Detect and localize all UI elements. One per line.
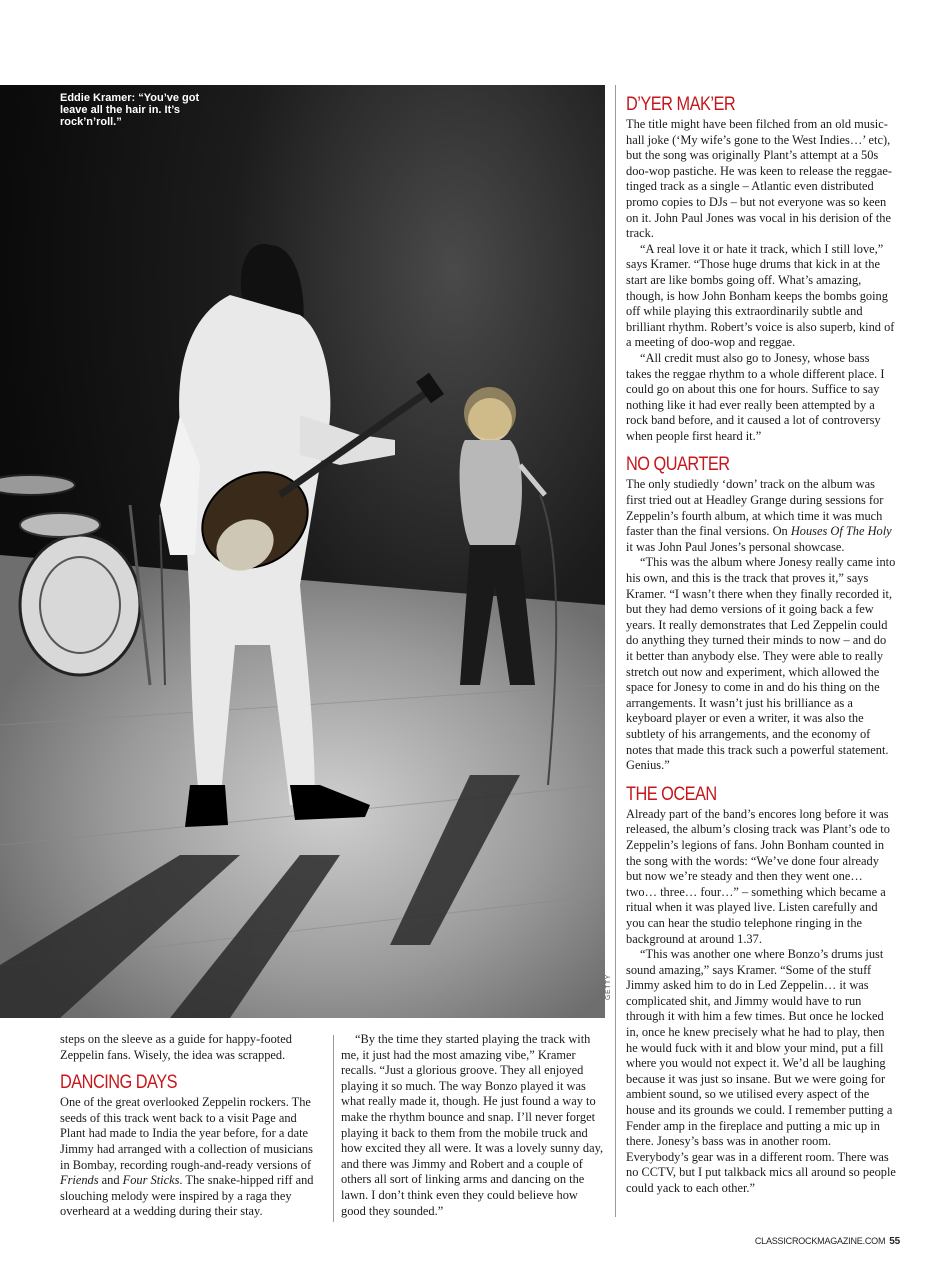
bottom-middle-column [341, 1032, 605, 1219]
page-number: 55 [889, 1236, 900, 1247]
the-ocean-paragraph-2: “This was another one where Bonzo’s drums just sound amazing,” says Kramer. “Some of the stuff Jimmy asked him to do in Led Zeppelin… it was complicated shit, and Jimmy would have to run through it with him a few times. But once he locked in, once he knew precisely what he had to play, then he would fuck with it and blow your mind, put a fill where you would not expect it. We’d all be laughing because it was just so insane. But we were going for ambient sound, so we utilised every aspect of the house and its grounds we could. I remember putting a Fender amp in the fireplace and putting a mic up in there. Jonesy’s bass was in another room. Everybody’s gear was in a different room. There was no CCTV, but I put talkback mics all around so people could yack to each other.” [626, 947, 896, 1195]
dyer-maker-paragraph-2: “A real love it or hate it track, which I still love,” says Kramer. “Those huge drums that kick in at the start are like bombs going off. What’s amazing, though, is how John Bonham keeps the bombs going off while playing this extraordinarily subtle and brilliant rhythm. Robert’s voice is also superb, kind of a meeting of doo-wop and reggae. [626, 241, 895, 350]
dancing-days-paragraph-1: One of the great overlooked Zeppelin rockers. The seeds of this track went back to a visit Page and Plant had made to India the year before, for a date Jimmy had arranged with a collection of musicians in Bombay, recording rough-and-ready versions of Friends and Four Sticks. The snake-hipped riff and slouching melody were inspired by a raga they overheard at a wedding during their stay. [60, 1095, 314, 1219]
page-footer [755, 1236, 900, 1247]
the-ocean-paragraph-1: Already part of the band’s encores long before it was released, the album’s closing track was Plant’s ode to Zeppelin’s legions of fans. John Bonham counted in the song with the words: “We’ve done four already but now we’re steady and then they went one… two… three… four…” – something which became a ritual when it was played live. Listen carefully and you can hear the studio telephone ringing in the background at around 1.37. [626, 806, 890, 946]
heading-no-quarter: NO QUARTER [626, 454, 730, 476]
footer-site: CLASSICROCKMAGAZINE.COM [754, 1236, 886, 1246]
right-column [626, 90, 896, 1197]
dyer-maker-paragraph-1: The title might have been filched from an old music-hall joke (‘My wife’s gone to the West Indies…’ etc), but the song was originally Plant’s attempt at a 50s doo-wop pastiche. He was keen to release the reggae-tinged track as a single – Atlantic even distributed promo copies to DJs – but not everyone was so keen on it. John Paul Jones was vocal in his derision of the track. [626, 117, 892, 241]
no-quarter-paragraph-2: “This was the album where Jonesy really came into his own, and this is the track that proves it,” says Kramer. “I wasn’t there when they finally recorded it, but they had demo versions of it going back a few years. It really demonstrates that Led Zeppelin could do anything they turned their minds to now – and do it better than anybody else. They were able to really stretch out now and experiment, which allowed the space for Jonesy to come in and do his thing on the arrangements. It wasn’t just his brilliance as a keyboard player or even a writer, it was also the subtlety of his arrangements, and the economy of notes that made this track such a powerful statement. Genius.” [626, 555, 896, 773]
song-title-four-sticks: Four Sticks [122, 1173, 180, 1188]
no-quarter-paragraph-1: The only studiedly ‘down’ track on the album was first tried out at Headley Grange during sessions for Zeppelin’s fourth album, at which time it was much faster than the final versions. On Houses Of The Holy it was John Paul Jones’s personal showcase. [626, 477, 892, 554]
concert-photo-illustration [0, 85, 605, 1018]
heading-dancing-days: DANCING DAYS [60, 1072, 177, 1094]
heading-dyer-maker: D’YER MAK’ER [626, 94, 736, 115]
heading-the-ocean: THE OCEAN [626, 783, 717, 805]
song-title-friends: Friends [60, 1173, 99, 1188]
photo-credit: GETTY [605, 974, 612, 1000]
photo-caption: Eddie Kramer: “You’ve got leave all the hair in. It’s rock’n’roll.” [60, 92, 200, 128]
column-divider-right [615, 85, 616, 1217]
dancing-days-paragraph-2: “By the time they started playing the track with me, it just had the most amazing vibe,” Kramer recalls. “Just a glorious groove. They all enjoyed playing it so much. The way Bonzo played it was what really made it, though. He just found a way to make the rhythm bounce and snap. I’ll never forget playing it back to them from the mobile truck and how excited they all were. It was a lovely sunny day, and there was Jimmy and Robert and a couple of others all sort of linking arms and dancing on the lawn. I don’t think even they could believe how good they sounded.” [341, 1032, 604, 1218]
concert-photo [0, 85, 605, 1018]
intro-paragraph: steps on the sleeve as a guide for happy-footed Zeppelin fans. Wisely, the idea was scrapped. [60, 1032, 292, 1062]
album-title: Houses Of The Holy [790, 524, 892, 539]
column-divider-bottom [333, 1035, 334, 1222]
dyer-maker-paragraph-3: “All credit must also go to Jonesy, whose bass takes the reggae rhythm to a whole different place. I could go on about this one for hours. Suffice to say nothing like it had ever really been attempted by a rock band before, and it caused a lot of controversy when people first heard it.” [626, 350, 885, 443]
bottom-left-column [60, 1032, 322, 1220]
